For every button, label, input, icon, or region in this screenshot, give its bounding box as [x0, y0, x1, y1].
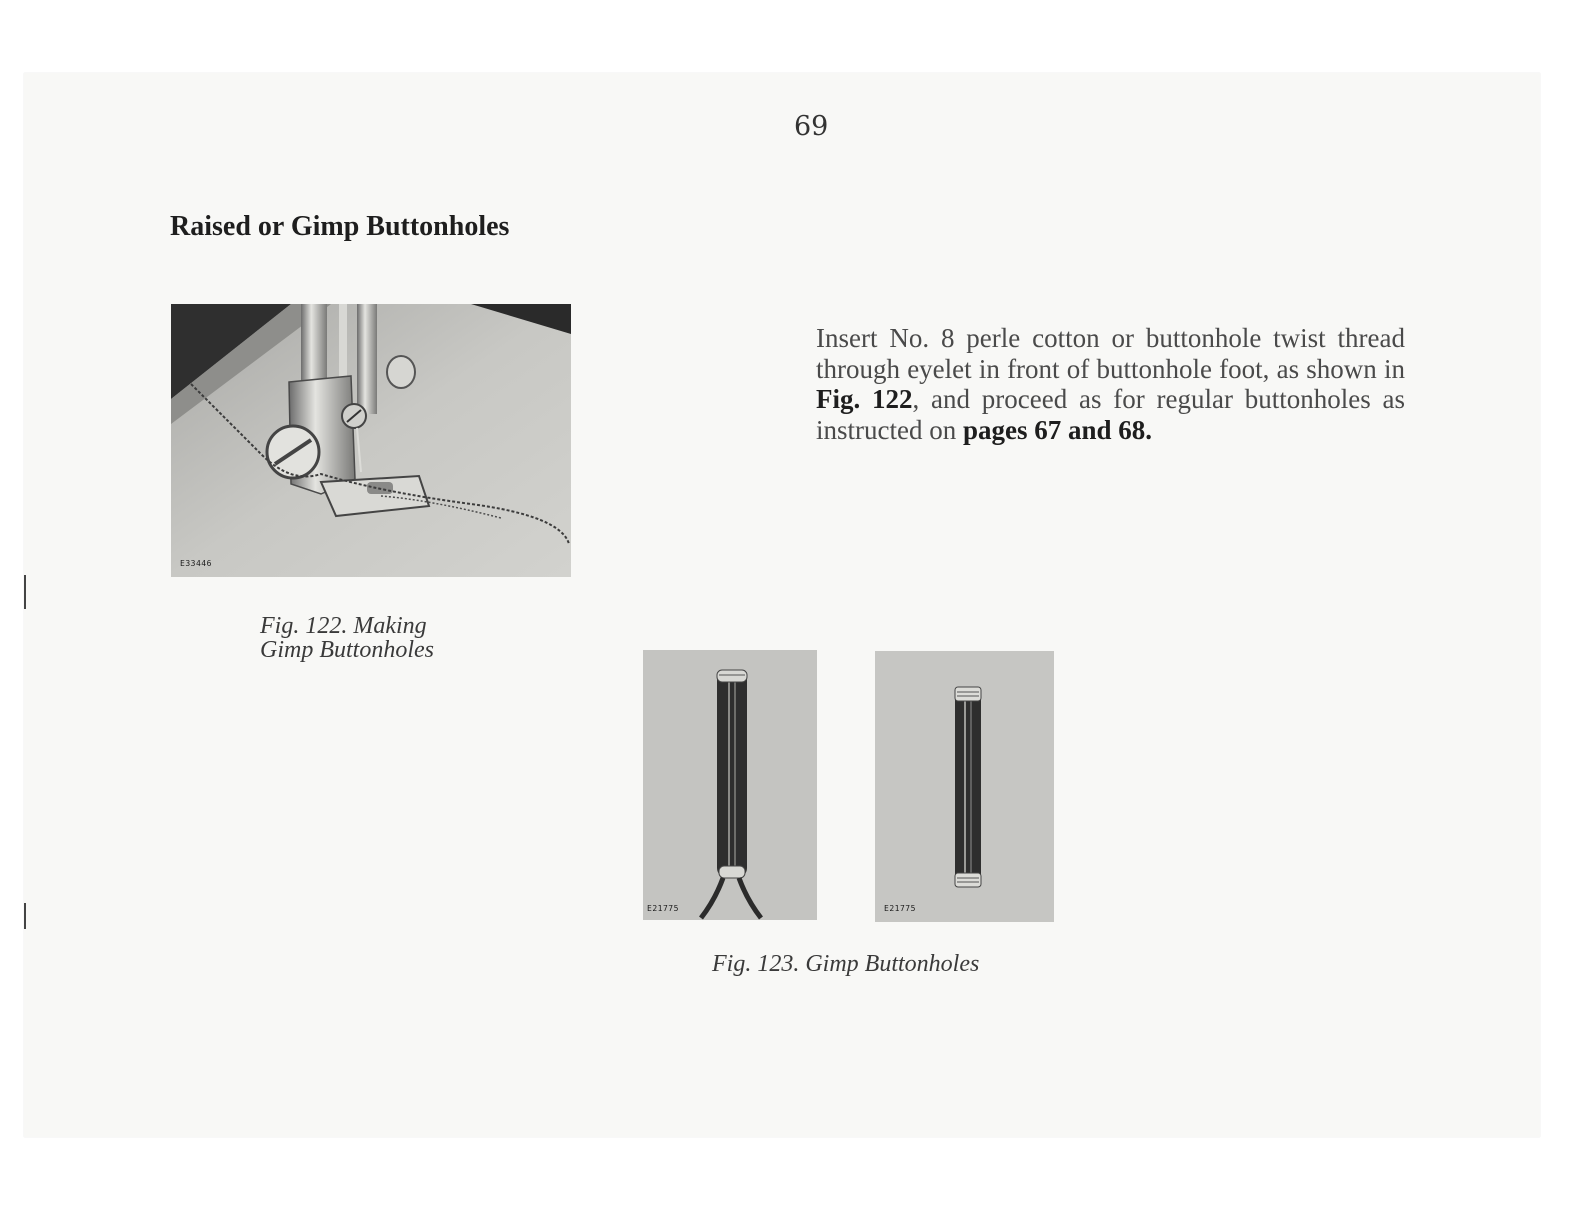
instruction-text-2: , and proceed as for regular buttonholes as instructed on [816, 384, 1405, 445]
fig-122-caption-line-1: Fig. 122. Making [260, 613, 427, 639]
fig-122-photo-code: E33446 [180, 559, 212, 568]
fig-123-right-photo [875, 651, 1054, 922]
fig-122-caption-line-2: Gimp Buttonholes [260, 637, 434, 663]
fig-122-caption [260, 614, 434, 662]
instruction-text-1: Insert No. 8 perle cotton or buttonhole twist thread through eyelet in front of buttonhole foot, as shown in [816, 323, 1405, 384]
gimp-buttonhole-with-cord-ends [643, 650, 817, 920]
fig-123-left-photo [643, 650, 817, 920]
fig-123-left-photo-code: E21775 [647, 904, 679, 913]
binding-mark [24, 575, 26, 609]
fig-123-right-photo-code: E21775 [884, 904, 916, 913]
pages-reference: pages 67 and 68. [962, 414, 1153, 445]
sewing-machine-presser-foot-illustration [171, 304, 571, 577]
finished-gimp-buttonhole [875, 651, 1054, 922]
fig-123-caption: Fig. 123. Gimp Buttonholes [712, 951, 980, 977]
section-heading: Raised or Gimp Buttonholes [170, 211, 510, 242]
instruction-paragraph [816, 323, 1405, 445]
fig-122-reference: Fig. 122 [816, 384, 913, 414]
page-number: 69 [794, 111, 829, 142]
manual-page [24, 73, 1540, 1137]
fig-122-photo [171, 304, 571, 577]
binding-mark [24, 903, 26, 929]
